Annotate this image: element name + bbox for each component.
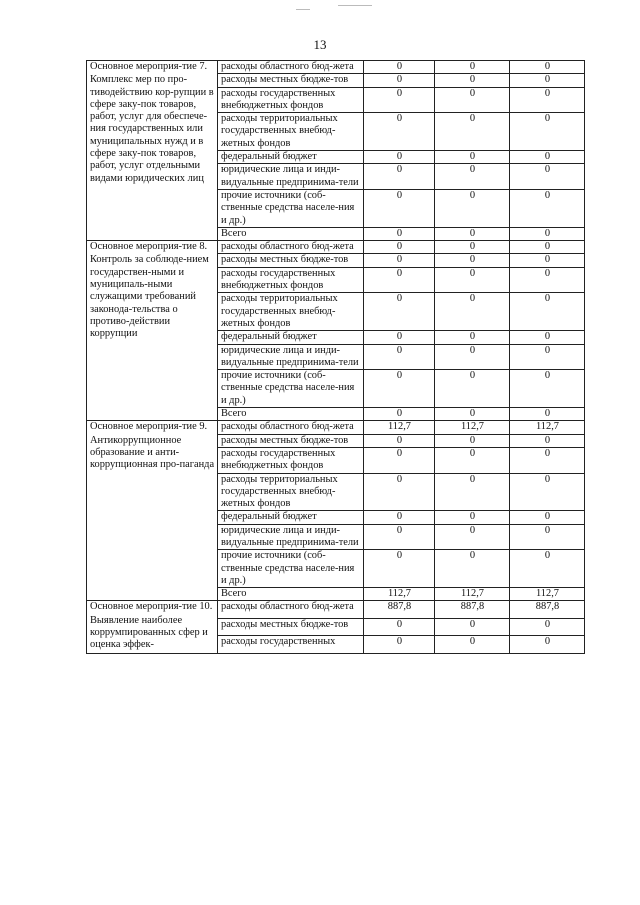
funding-value: 0 bbox=[364, 524, 435, 550]
funding-value: 0 bbox=[435, 550, 510, 588]
funding-source: расходы государственных внебюджетных фондов bbox=[218, 87, 364, 113]
measure-description: Антикоррупционное образование и анти-коррупционная про-паганда bbox=[90, 434, 215, 471]
table-row bbox=[87, 61, 585, 74]
funding-value: 0 bbox=[435, 113, 510, 151]
funding-value: 112,7 bbox=[510, 588, 585, 601]
funding-source: Всего bbox=[218, 227, 364, 240]
funding-value: 112,7 bbox=[510, 421, 585, 434]
scan-mark bbox=[338, 5, 372, 6]
funding-source: федеральный бюджет bbox=[218, 511, 364, 524]
funding-source: юридические лица и инди-видуальные предпринима-тели bbox=[218, 524, 364, 550]
measure-cell bbox=[87, 601, 218, 653]
measure-title: Основное мероприя-тие 8. bbox=[90, 241, 208, 253]
funding-value: 0 bbox=[435, 636, 510, 653]
funding-value: 0 bbox=[510, 189, 585, 227]
funding-value: 0 bbox=[435, 74, 510, 87]
funding-value: 0 bbox=[510, 74, 585, 87]
funding-source: Всего bbox=[218, 408, 364, 421]
funding-value: 887,8 bbox=[510, 601, 585, 618]
funding-value: 0 bbox=[364, 370, 435, 408]
funding-value: 0 bbox=[510, 331, 585, 344]
funding-value: 0 bbox=[364, 511, 435, 524]
funding-value: 0 bbox=[435, 61, 510, 74]
funding-source: расходы местных бюдже-тов bbox=[218, 74, 364, 87]
funding-value: 0 bbox=[364, 241, 435, 254]
table-row bbox=[87, 601, 585, 618]
funding-value: 0 bbox=[435, 241, 510, 254]
funding-value: 0 bbox=[435, 87, 510, 113]
measure-title: Основное мероприя-тие 9. bbox=[90, 421, 208, 433]
funding-value: 0 bbox=[435, 511, 510, 524]
funding-value: 0 bbox=[364, 164, 435, 190]
funding-value: 0 bbox=[364, 151, 435, 164]
table-row bbox=[87, 421, 585, 434]
funding-value: 0 bbox=[364, 227, 435, 240]
funding-source: расходы территориальных государственных внебюд-жетных фондов bbox=[218, 113, 364, 151]
funding-value: 0 bbox=[364, 344, 435, 370]
funding-value: 0 bbox=[510, 293, 585, 331]
funding-source: Всего bbox=[218, 588, 364, 601]
funding-value: 0 bbox=[435, 408, 510, 421]
funding-value: 112,7 bbox=[364, 421, 435, 434]
funding-value: 0 bbox=[435, 524, 510, 550]
funding-value: 0 bbox=[364, 293, 435, 331]
funding-source: федеральный бюджет bbox=[218, 331, 364, 344]
funding-value: 887,8 bbox=[435, 601, 510, 618]
funding-value: 0 bbox=[510, 408, 585, 421]
funding-value: 0 bbox=[510, 636, 585, 653]
funding-value: 0 bbox=[435, 331, 510, 344]
funding-source: расходы государственных внебюджетных фондов bbox=[218, 447, 364, 473]
measure-title: Основное мероприя-тие 7. bbox=[90, 61, 208, 72]
funding-source: прочие источники (соб-ственные средства населе-ния и др.) bbox=[218, 370, 364, 408]
measure-title: Основное мероприя-тие 10. bbox=[90, 601, 213, 613]
funding-value: 0 bbox=[435, 434, 510, 447]
funding-value: 0 bbox=[435, 618, 510, 635]
funding-value: 0 bbox=[364, 74, 435, 87]
funding-value: 0 bbox=[510, 241, 585, 254]
funding-value: 0 bbox=[364, 113, 435, 151]
funding-value: 0 bbox=[364, 434, 435, 447]
funding-value: 0 bbox=[435, 344, 510, 370]
funding-value: 0 bbox=[435, 370, 510, 408]
funding-source: расходы государственных внебюджетных фондов bbox=[218, 267, 364, 293]
funding-source: прочие источники (соб-ственные средства населе-ния и др.) bbox=[218, 550, 364, 588]
funding-value: 0 bbox=[510, 344, 585, 370]
funding-source: расходы территориальных государственных внебюд-жетных фондов bbox=[218, 293, 364, 331]
funding-value: 0 bbox=[510, 550, 585, 588]
funding-table-body bbox=[87, 61, 585, 654]
funding-value: 0 bbox=[510, 151, 585, 164]
funding-source: прочие источники (соб-ственные средства населе-ния и др.) bbox=[218, 189, 364, 227]
measure-description: Выявление наиболее коррумпированных сфер и оценка эффек- bbox=[90, 614, 208, 651]
funding-value: 0 bbox=[510, 370, 585, 408]
funding-value: 0 bbox=[510, 473, 585, 511]
funding-value: 0 bbox=[510, 511, 585, 524]
funding-value: 112,7 bbox=[364, 588, 435, 601]
funding-value: 0 bbox=[510, 618, 585, 635]
funding-value: 0 bbox=[364, 618, 435, 635]
measure-description: Комплекс мер по про-тиводействию кор-рупции в сфере заку-пок товаров, работ, услуг для обеспече-ния государственных или муниципальных нужд и в сфере заку-пок товаров, работ, услуг отдельными видами юридических лиц bbox=[90, 74, 214, 184]
funding-source: расходы областного бюд-жета bbox=[218, 241, 364, 254]
funding-source: юридические лица и инди-видуальные предпринима-тели bbox=[218, 344, 364, 370]
funding-value: 0 bbox=[435, 189, 510, 227]
funding-source: расходы областного бюд-жета bbox=[218, 421, 364, 434]
funding-value: 0 bbox=[364, 331, 435, 344]
funding-value: 0 bbox=[510, 61, 585, 74]
funding-value: 112,7 bbox=[435, 421, 510, 434]
funding-value: 112,7 bbox=[435, 588, 510, 601]
funding-value: 0 bbox=[510, 227, 585, 240]
funding-table bbox=[86, 60, 585, 654]
measure-cell bbox=[87, 421, 218, 601]
funding-value: 0 bbox=[435, 267, 510, 293]
funding-value: 0 bbox=[435, 164, 510, 190]
funding-source: расходы областного бюд-жета bbox=[218, 61, 364, 74]
funding-value: 0 bbox=[364, 636, 435, 653]
funding-value: 0 bbox=[364, 550, 435, 588]
funding-value: 0 bbox=[435, 447, 510, 473]
funding-value: 0 bbox=[435, 293, 510, 331]
funding-value: 0 bbox=[364, 254, 435, 267]
funding-value: 0 bbox=[435, 473, 510, 511]
funding-value: 0 bbox=[435, 254, 510, 267]
scan-mark bbox=[296, 9, 310, 10]
funding-value: 0 bbox=[510, 434, 585, 447]
measure-description: Контроль за соблюде-нием государствен-ными и муниципаль-ными служащими требований законода-тельства о противо-действии коррупции bbox=[90, 254, 209, 340]
funding-source: федеральный бюджет bbox=[218, 151, 364, 164]
funding-value: 887,8 bbox=[364, 601, 435, 618]
funding-source: расходы местных бюдже-тов bbox=[218, 618, 364, 635]
funding-value: 0 bbox=[364, 87, 435, 113]
funding-value: 0 bbox=[364, 447, 435, 473]
funding-value: 0 bbox=[510, 267, 585, 293]
measure-cell bbox=[87, 61, 218, 241]
funding-value: 0 bbox=[364, 408, 435, 421]
funding-source: юридические лица и инди-видуальные предпринима-тели bbox=[218, 164, 364, 190]
funding-source: расходы местных бюдже-тов bbox=[218, 434, 364, 447]
table-row bbox=[87, 241, 585, 254]
measure-cell bbox=[87, 241, 218, 421]
funding-value: 0 bbox=[510, 87, 585, 113]
funding-value: 0 bbox=[364, 267, 435, 293]
funding-value: 0 bbox=[435, 151, 510, 164]
page-number: 13 bbox=[313, 37, 327, 52]
funding-source: расходы территориальных государственных внебюд-жетных фондов bbox=[218, 473, 364, 511]
funding-value: 0 bbox=[364, 473, 435, 511]
funding-value: 0 bbox=[510, 164, 585, 190]
funding-value: 0 bbox=[435, 227, 510, 240]
funding-value: 0 bbox=[364, 61, 435, 74]
funding-source: расходы государственных bbox=[218, 636, 364, 653]
funding-value: 0 bbox=[510, 254, 585, 267]
funding-value: 0 bbox=[510, 447, 585, 473]
funding-value: 0 bbox=[510, 524, 585, 550]
funding-value: 0 bbox=[510, 113, 585, 151]
funding-value: 0 bbox=[364, 189, 435, 227]
funding-source: расходы областного бюд-жета bbox=[218, 601, 364, 618]
funding-source: расходы местных бюдже-тов bbox=[218, 254, 364, 267]
